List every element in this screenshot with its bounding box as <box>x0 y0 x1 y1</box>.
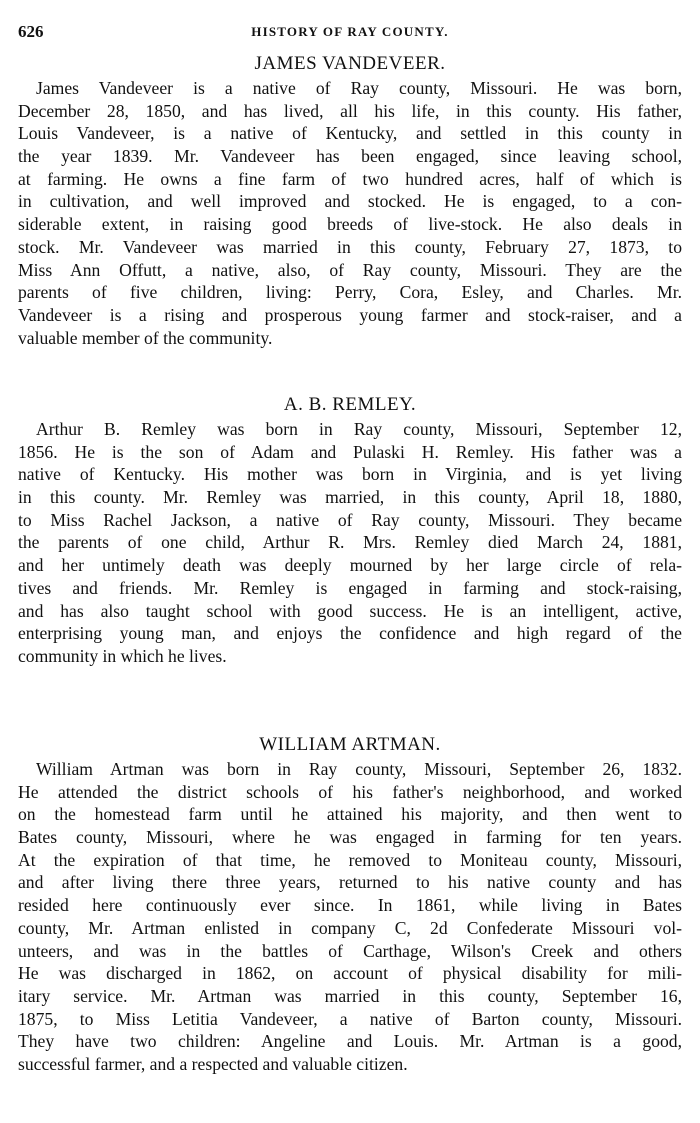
text-line: Arthur B. Remley was born in Ray county, Missouri, September 12, <box>36 419 682 439</box>
text-line: county, Mr. Artman enlisted in company C, 2d Confederate Missouri vol- <box>18 917 682 938</box>
biography-james-vandeveer <box>18 51 682 349</box>
text-line: tives and friends. Mr. Remley is engaged in farming and stock-raising, <box>18 577 682 598</box>
text-line: enterprising young man, and enjoys the confidence and high regard of the <box>18 623 682 644</box>
running-header <box>18 22 682 44</box>
text-line: siderable extent, in raising good breeds of live-stock. He also deals in <box>18 214 682 235</box>
text-line: parents of five children, living: Perry, Cora, Esley, and Charles. Mr. <box>18 282 682 303</box>
text-line: Miss Ann Offutt, a native, also, of Ray county, Missouri. They are the <box>18 259 682 280</box>
text-line: on the homestead farm until he attained his majority, and then went to <box>18 804 682 825</box>
text-line: December 28, 1850, and has lived, all his life, in this county. His father, <box>18 100 682 121</box>
text-line: in cultivation, and well improved and stocked. He is engaged, to a con- <box>18 191 682 212</box>
biography-william-artman <box>18 732 682 1076</box>
text-line: unteers, and was in the battles of Carthage, Wilson's Creek and others <box>18 940 682 961</box>
text-line: Bates county, Missouri, where he was engaged in farming for ten years. <box>18 827 682 848</box>
text-line: at farming. He owns a fine farm of two hundred acres, half of which is <box>18 168 682 189</box>
text-line: in this county. Mr. Remley was married, in this county, April 18, 1880, <box>18 487 682 508</box>
text-line: 1875, to Miss Letitia Vandeveer, a native of Barton county, Missouri. <box>18 1008 682 1029</box>
text-line: He was discharged in 1862, on account of physical disability for mili- <box>18 963 682 984</box>
text-line: itary service. Mr. Artman was married in this county, September 16, <box>18 985 682 1006</box>
text-line: 1856. He is the son of Adam and Pulaski H. Remley. His father was a <box>18 441 682 462</box>
text-line: and has also taught school with good success. He is an intelligent, active, <box>18 600 682 621</box>
page-number: 626 <box>18 22 44 41</box>
biography-a-b-remley <box>18 392 682 668</box>
text-line: stock. Mr. Vandeveer was married in this county, February 27, 1873, to <box>18 236 682 257</box>
text-line: native of Kentucky. His mother was born in Virginia, and is yet living <box>18 464 682 485</box>
section-heading: A. B. REMLEY. <box>283 394 417 415</box>
text-line: successful farmer, and a respected and valuable citizen. <box>18 1053 408 1074</box>
text-line: Vandeveer is a rising and prosperous young farmer and stock-raiser, and a <box>18 304 682 325</box>
text-line: William Artman was born in Ray county, Missouri, September 26, 1832. <box>36 759 682 779</box>
text-line: James Vandeveer is a native of Ray county, Missouri. He was born, <box>36 78 682 98</box>
text-line: the parents of one child, Arthur R. Mrs. Remley died March 24, 1881, <box>18 532 682 553</box>
text-line: At the expiration of that time, he removed to Moniteau county, Missouri, <box>18 849 682 870</box>
text-line: community in which he lives. <box>18 645 227 666</box>
text-line: They have two children: Angeline and Louis. Mr. Artman is a good, <box>18 1031 682 1052</box>
text-line: and her untimely death was deeply mourned by her large circle of rela- <box>18 555 682 576</box>
text-line: resided here continuously ever since. In 1861, while living in Bates <box>18 895 682 916</box>
text-line: valuable member of the community. <box>18 327 273 348</box>
section-heading: JAMES VANDEVEER. <box>254 53 446 74</box>
text-line: Louis Vandeveer, is a native of Kentucky, and settled in this county in <box>18 123 682 144</box>
section-heading: WILLIAM ARTMAN. <box>259 734 441 755</box>
text-line: and after living there three years, returned to his native county and has <box>18 872 682 893</box>
text-line: to Miss Rachel Jackson, a native of Ray county, Missouri. They became <box>18 509 682 530</box>
text-line: the year 1839. Mr. Vandeveer has been engaged, since leaving school, <box>18 146 682 167</box>
text-line: He attended the district schools of his father's neighborhood, and worked <box>18 781 682 802</box>
running-title: HISTORY OF RAY COUNTY. <box>251 24 449 39</box>
